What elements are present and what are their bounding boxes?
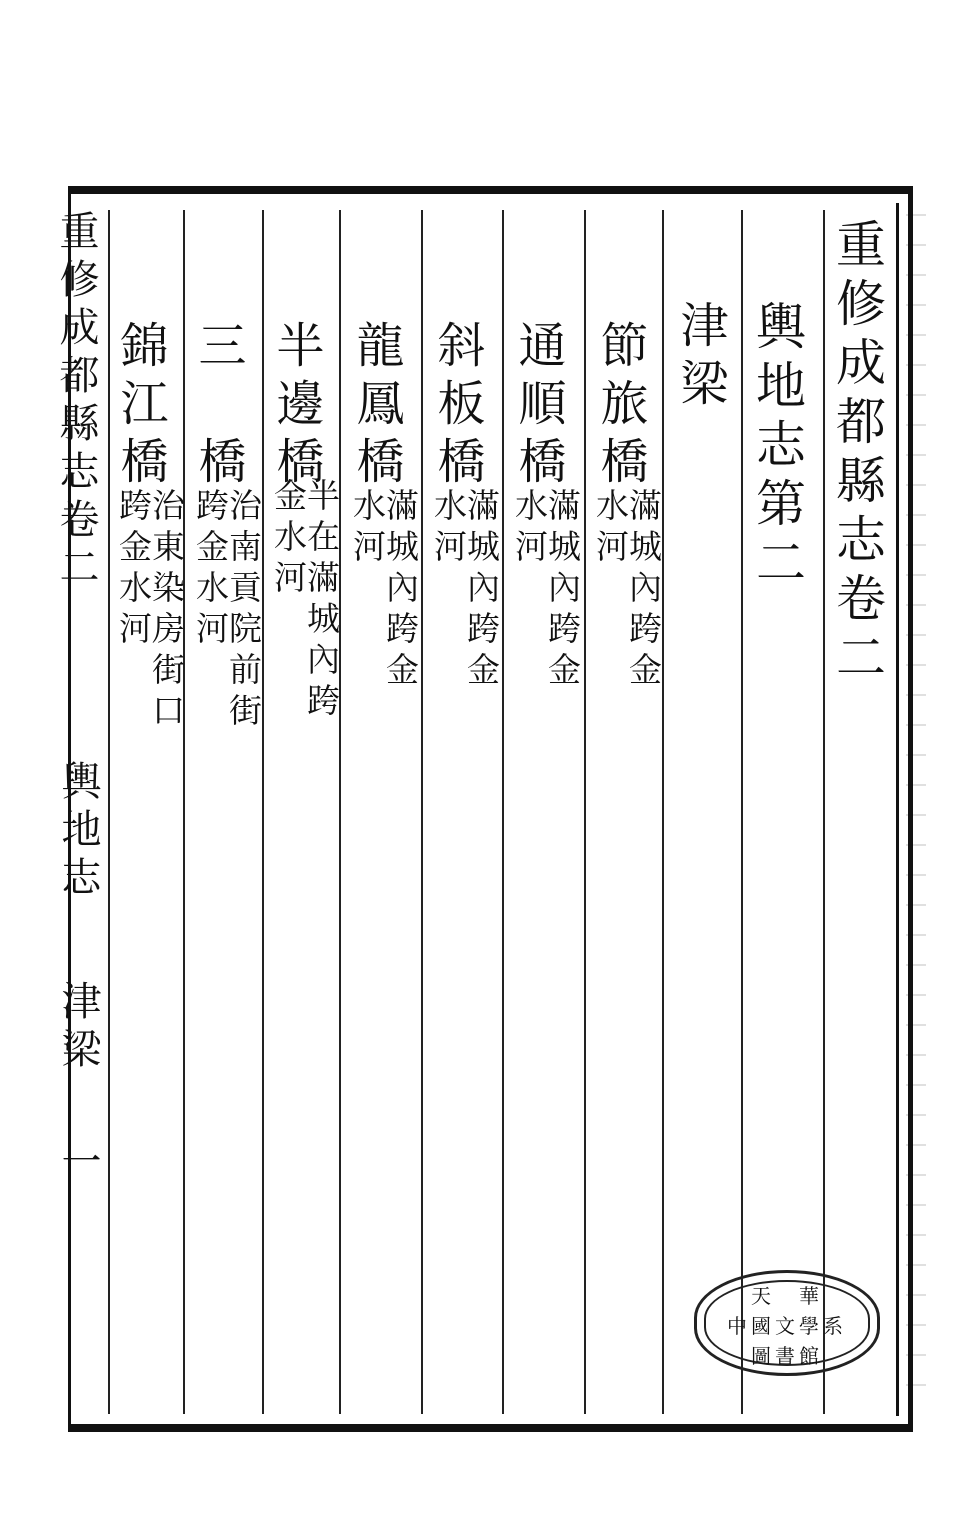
- column-rule: [183, 210, 185, 1414]
- frame-inner-rule: [896, 203, 899, 1416]
- entry-note: 滿城內跨金水河: [348, 488, 420, 693]
- column-rule: [502, 210, 504, 1414]
- entry-note: 滿城內跨金水河: [591, 488, 663, 693]
- entry-note: 滿城內跨金水河: [429, 488, 501, 693]
- column-rule: [108, 210, 110, 1414]
- entry-name: 龍鳳橋: [348, 320, 404, 494]
- entry-note: 半在滿城內跨金水河: [269, 478, 341, 724]
- column-rule: [823, 210, 825, 1414]
- entry-name: 節旅橋: [592, 320, 648, 494]
- column-rule: [662, 210, 664, 1414]
- entry-name: 三 橋: [190, 320, 246, 494]
- entry-note: 治南貢院前街跨金水河: [191, 488, 263, 734]
- margin-chapter: 輿地志: [55, 760, 101, 904]
- margin-page-number: 一: [55, 1140, 101, 1188]
- margin-book-title: 重修成都縣志卷二: [53, 210, 99, 594]
- margin-section: 津梁: [55, 980, 101, 1076]
- entry-note: 治東染房街口跨金水河: [114, 488, 186, 734]
- stamp-text: 天 華: [751, 1284, 823, 1308]
- entry-note: 滿城內跨金水河: [510, 488, 582, 693]
- entry-name: 斜板橋: [429, 320, 485, 494]
- chapter-title: 輿地志第二: [748, 300, 806, 595]
- library-stamp: [694, 1270, 880, 1376]
- column-rule: [421, 210, 423, 1414]
- column-rule: [262, 210, 264, 1414]
- book-title: 重修成都縣志卷二: [828, 218, 886, 690]
- column-rule: [741, 210, 743, 1414]
- column-rule: [339, 210, 341, 1414]
- column-rule: [584, 210, 586, 1414]
- stamp-text: 圖書館: [751, 1344, 823, 1368]
- section-title: 津梁: [672, 300, 728, 416]
- entry-name: 通順橋: [510, 320, 566, 494]
- stamp-text: 中國文學系: [727, 1314, 847, 1338]
- entry-name: 錦江橋: [112, 320, 168, 494]
- entry-name: 半邊橋: [268, 320, 324, 494]
